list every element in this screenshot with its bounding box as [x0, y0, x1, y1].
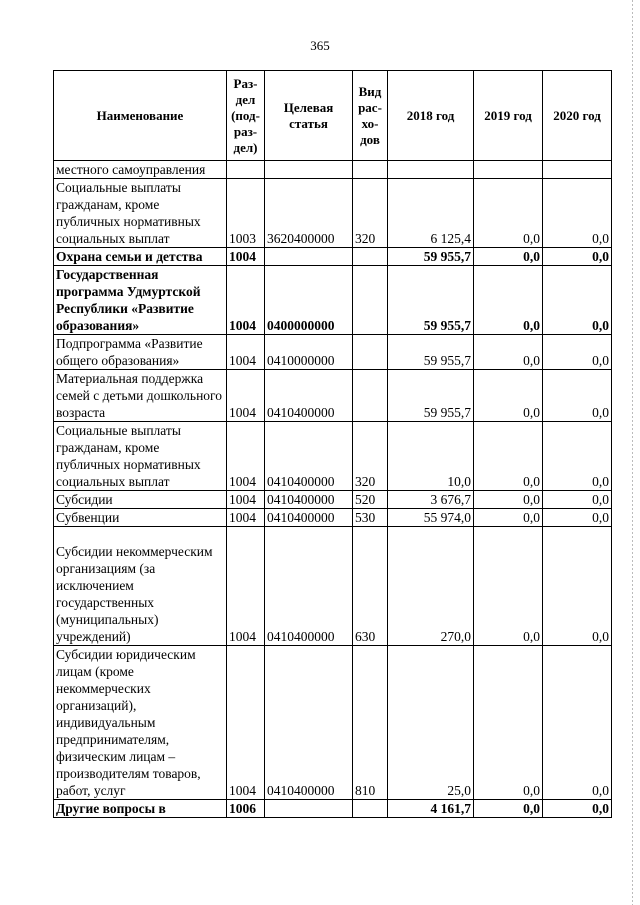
row-2018: 3 676,7 [388, 491, 474, 509]
row-2018: 59 955,7 [388, 335, 474, 370]
row-section: 1004 [227, 491, 265, 509]
row-2019: 0,0 [474, 509, 543, 527]
row-2019 [474, 161, 543, 179]
row-code: 0410400000 [265, 422, 353, 491]
table-row [54, 422, 612, 491]
header-name: Наименование [54, 71, 227, 161]
header-2020: 2020 год [543, 71, 612, 161]
table-row [54, 266, 612, 335]
row-type: 810 [353, 646, 388, 800]
row-2020: 0,0 [543, 527, 612, 646]
row-2020 [543, 161, 612, 179]
row-section: 1004 [227, 509, 265, 527]
table-row [54, 527, 612, 646]
table-row [54, 248, 612, 266]
row-type [353, 370, 388, 422]
row-section: 1004 [227, 422, 265, 491]
row-code: 0410400000 [265, 491, 353, 509]
row-2018: 6 125,4 [388, 179, 474, 248]
row-section: 1004 [227, 646, 265, 800]
row-2019: 0,0 [474, 422, 543, 491]
table-header-row [54, 71, 612, 161]
page-number: 365 [310, 38, 330, 53]
table-row [54, 179, 612, 248]
row-2018: 25,0 [388, 646, 474, 800]
row-name: Субсидии некоммерческим организациям (за исключением государственных (муниципальных) учреждений) [54, 527, 227, 646]
row-2020: 0,0 [543, 509, 612, 527]
table-body [54, 161, 612, 818]
row-name: Социальные выплаты гражданам, кроме публичных нормативных социальных выплат [54, 179, 227, 248]
row-type: 320 [353, 422, 388, 491]
row-type [353, 800, 388, 818]
row-section: 1004 [227, 266, 265, 335]
row-section: 1003 [227, 179, 265, 248]
row-name: Другие вопросы в [54, 800, 227, 818]
row-name: Субсидии [54, 491, 227, 509]
row-2019: 0,0 [474, 266, 543, 335]
table-row [54, 509, 612, 527]
header-2019: 2019 год [474, 71, 543, 161]
row-code [265, 161, 353, 179]
row-name: Субвенции [54, 509, 227, 527]
row-2018: 55 974,0 [388, 509, 474, 527]
row-2019: 0,0 [474, 646, 543, 800]
row-code: 0410400000 [265, 370, 353, 422]
row-section: 1004 [227, 527, 265, 646]
row-code [265, 800, 353, 818]
row-2018: 4 161,7 [388, 800, 474, 818]
row-code: 3620400000 [265, 179, 353, 248]
row-code [265, 248, 353, 266]
table-row [54, 800, 612, 818]
row-2020: 0,0 [543, 266, 612, 335]
row-type [353, 161, 388, 179]
row-name: Охрана семьи и детства [54, 248, 227, 266]
row-2018: 270,0 [388, 527, 474, 646]
row-code: 0410000000 [265, 335, 353, 370]
table-row [54, 370, 612, 422]
table-row [54, 646, 612, 800]
row-type [353, 248, 388, 266]
row-type: 530 [353, 509, 388, 527]
row-section: 1006 [227, 800, 265, 818]
row-name: Субсидии юридическим лицам (кроме некоммерческих организаций), индивидуальным предпринимателям, физическим лицам – производителям товаров, работ, услуг [54, 646, 227, 800]
row-type: 520 [353, 491, 388, 509]
row-2018: 10,0 [388, 422, 474, 491]
row-code: 0410400000 [265, 509, 353, 527]
table-row [54, 335, 612, 370]
row-2018: 59 955,7 [388, 266, 474, 335]
header-section: Раз-дел (под-раз-дел) [227, 71, 265, 161]
row-2020: 0,0 [543, 179, 612, 248]
budget-table [53, 70, 612, 818]
row-2020: 0,0 [543, 646, 612, 800]
row-2020: 0,0 [543, 248, 612, 266]
row-2020: 0,0 [543, 422, 612, 491]
row-section: 1004 [227, 248, 265, 266]
header-2018: 2018 год [388, 71, 474, 161]
header-code: Целевая статья [265, 71, 353, 161]
row-2019: 0,0 [474, 527, 543, 646]
row-section: 1004 [227, 370, 265, 422]
table-row [54, 491, 612, 509]
row-type [353, 266, 388, 335]
row-2020: 0,0 [543, 491, 612, 509]
row-2019: 0,0 [474, 179, 543, 248]
row-2020: 0,0 [543, 335, 612, 370]
row-code: 0410400000 [265, 527, 353, 646]
row-2020: 0,0 [543, 370, 612, 422]
row-code: 0400000000 [265, 266, 353, 335]
row-2019: 0,0 [474, 491, 543, 509]
row-section: 1004 [227, 335, 265, 370]
row-section [227, 161, 265, 179]
row-2018: 59 955,7 [388, 370, 474, 422]
row-name: Государственная программа Удмуртской Республики «Развитие образования» [54, 266, 227, 335]
header-type: Вид рас-хо-дов [353, 71, 388, 161]
row-name: Социальные выплаты гражданам, кроме публичных нормативных социальных выплат [54, 422, 227, 491]
row-2019: 0,0 [474, 370, 543, 422]
row-2020: 0,0 [543, 800, 612, 818]
row-type: 320 [353, 179, 388, 248]
row-2018: 59 955,7 [388, 248, 474, 266]
row-2018 [388, 161, 474, 179]
row-2019: 0,0 [474, 800, 543, 818]
row-type [353, 335, 388, 370]
scan-edge-line [632, 0, 633, 905]
row-type: 630 [353, 527, 388, 646]
row-code: 0410400000 [265, 646, 353, 800]
row-name: местного самоуправления [54, 161, 227, 179]
row-name: Материальная поддержка семей с детьми дошкольного возраста [54, 370, 227, 422]
row-2019: 0,0 [474, 248, 543, 266]
row-2019: 0,0 [474, 335, 543, 370]
table-row [54, 161, 612, 179]
row-name: Подпрограмма «Развитие общего образования» [54, 335, 227, 370]
